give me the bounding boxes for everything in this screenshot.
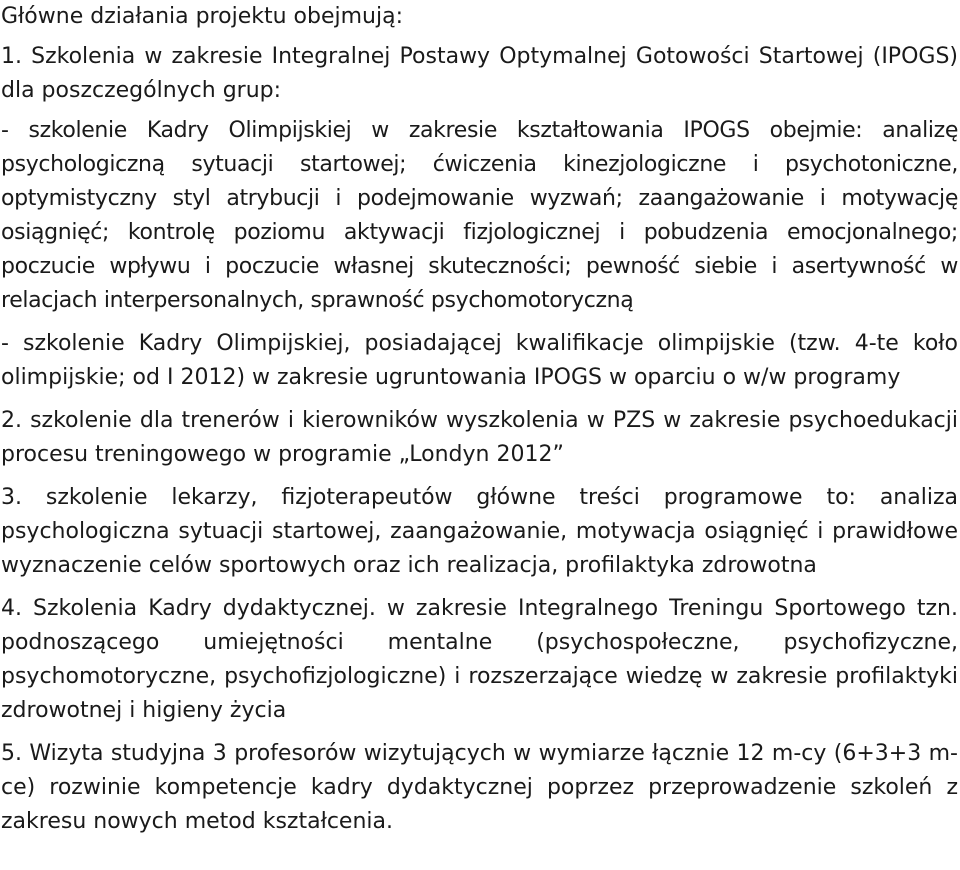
item-5-study-visit: 5. Wizyta studyjna 3 profesorów wizytujących w wymiarze łącznie 12 m-cy (6+3+3 m-ce) rozwinie kompetencje kadry dydaktycznej poprzez przeprowadzenie szkoleń z zakresu nowych metod kształcenia. <box>1 741 958 834</box>
item-1-olympic-staff-training: - szkolenie Kadry Olimpijskiej w zakresie kształtowania IPOGS obejmie: analizę psychologiczną sytuacji startowej; ćwiczenia kinezjologiczne i psychotoniczne, optymistyczny styl atrybucji i podejmowanie wyzwań; zaangażowanie i motywację osiągnięć; kontrolę poziomu aktywacji fizjologicznej i pobudzenia emocjonalnego; poczucie wpływu i poczucie własnej skuteczności; pewność siebie i asertywność w relacjach interpersonalnych, sprawność psychomotoryczną <box>1 118 958 313</box>
item-3-doctors-physio-training: 3. szkolenie lekarzy, fizjoterapeutów główne treści programowe to: analiza psychologiczna sytuacji startowej, zaangażowanie, motywacja osiągnięć i prawidłowe wyznaczenie celów sportowych oraz ich realizacja, profilaktyka zdrowotna <box>1 485 958 578</box>
item-1-qualified-olympic-staff-training: - szkolenie Kadry Olimpijskiej, posiadającej kwalifikacje olimpijskie (tzw. 4-te koło olimpijskie; od I 2012) w zakresie ugruntowania IPOGS w oparciu o w/w programy <box>1 331 958 390</box>
item-2-coaches-training: 2. szkolenie dla trenerów i kierowników wyszkolenia w PZS w zakresie psychoedukacji procesu treningowego w programie „Londyn 2012” <box>1 408 958 467</box>
intro-line: Główne działania projektu obejmują: <box>1 4 403 29</box>
item-4-teaching-staff-training: 4. Szkolenia Kadry dydaktycznej. w zakresie Integralnego Treningu Sportowego tzn. podnoszącego umiejętności mentalne (psychospołeczne, psychofizyczne, psychomotoryczne, psychofizjologiczne) i rozszerzające wiedzę w zakresie profilaktyki zdrowotnej i higieny życia <box>1 596 958 723</box>
item-1-ipogs-trainings: 1. Szkolenia w zakresie Integralnej Postawy Optymalnej Gotowości Startowej (IPOGS) dla poszczególnych grup: <box>1 44 958 103</box>
